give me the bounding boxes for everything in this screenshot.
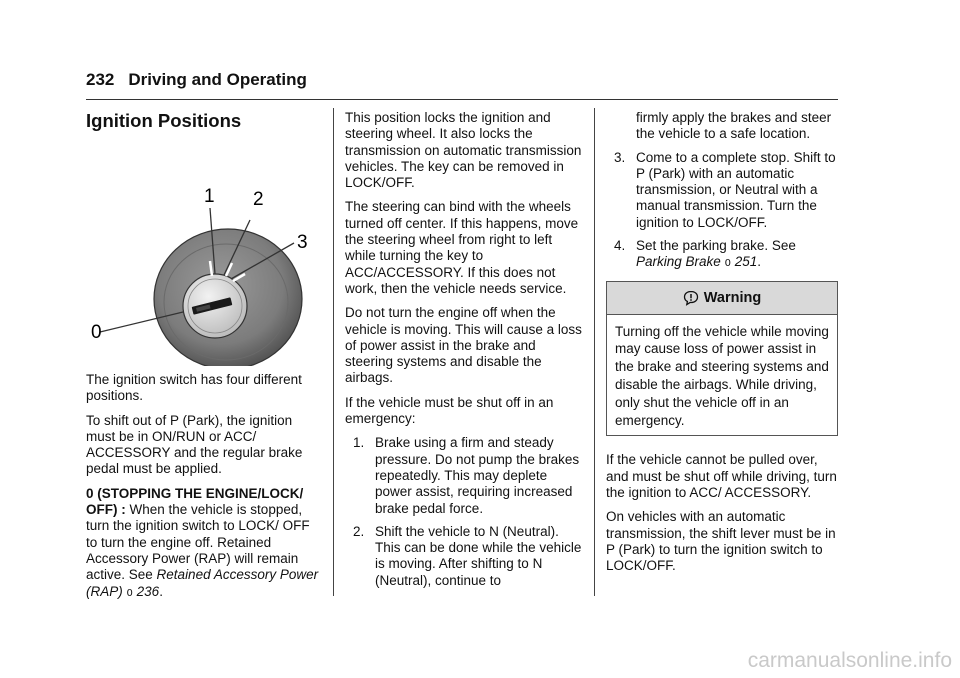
page-ref-number[interactable]: 251 [734, 254, 758, 270]
list-item: 3. Come to a complete stop. Shift to P (Park) with an automatic transmission, or Neutral with a manual transmission. Turn the ignition to LOCK/OFF. [614, 149, 836, 230]
header-rule [86, 99, 838, 100]
warning-title: Warning [703, 289, 762, 306]
list-item: 1. Brake using a firm and steady pressure. Do not pump the brakes repeatedly. This may deplete power assist, requiring increased brake pedal force. [353, 435, 580, 516]
column-divider [333, 108, 334, 596]
column-2 [345, 110, 583, 597]
page-ref-icon: 0 [724, 258, 731, 270]
column-1 [86, 110, 322, 610]
paragraph: On vehicles with an automatic transmission, the shift lever must be in P (Park) to turn the ignition switch to LOCK/OFF. [606, 509, 836, 574]
watermark: carmanualsonline.info [747, 649, 952, 672]
position-label-1: 1 [204, 186, 215, 207]
steps-list [345, 435, 583, 589]
paragraph: 0 (STOPPING THE ENGINE/LOCK/ OFF) : When the vehicle is stopped, turn the ignition switch to LOCK/ OFF to turn the engine off. Retained Accessory Power (RAP) will remain active. See Retained Accessory Power (RAP) 0 236. [86, 485, 319, 599]
warning-header [607, 282, 837, 315]
page-ref-icon: 0 [126, 587, 133, 599]
page-number: 232 [86, 70, 115, 89]
paragraph: If the vehicle must be shut off in an emergency: [345, 394, 554, 427]
column-divider [594, 108, 595, 596]
page-header [86, 70, 307, 90]
section-title: Driving and Operating [128, 70, 307, 89]
paragraph: This position locks the ignition and steering wheel. It also locks the transmission on automatic transmission vehicles. The key can be removed in LOCK/OFF. [345, 110, 582, 191]
warning-text: Turning off the vehicle while moving may cause loss of power assist in the brake and steering systems and disable the airbags. While driving, only shut the vehicle off in an emergency. [615, 323, 829, 428]
cross-reference-link[interactable]: Parking Brake [636, 254, 721, 270]
position-label-0: 0 [91, 322, 102, 343]
steps-list [606, 110, 838, 273]
column-3 [606, 110, 838, 583]
paragraph: The ignition switch has four different positions. [86, 372, 302, 404]
cross-reference-link[interactable]: Retained Accessory Power (RAP) [86, 567, 319, 599]
page-title: Ignition Positions [86, 110, 242, 131]
position-label-3: 3 [297, 232, 308, 253]
list-item: firmly apply the brakes and steer the vehicle to a safe location. [636, 110, 832, 142]
list-item: 4. Set the parking brake. See Parking Brake 0 251. [614, 238, 796, 270]
paragraph: The steering can bind with the wheels turned off center. If this happens, move the steering wheel from right to left while turning the key to ACC/ACCESSORY. If this does not work, then the vehicle needs service. [345, 199, 579, 296]
warning-icon [683, 290, 699, 306]
paragraph: If the vehicle cannot be pulled over, and must be shut off while driving, turn the ignition to ACC/ ACCESSORY. [606, 452, 837, 501]
ignition-switch-illustration [86, 144, 322, 366]
page-ref-number[interactable]: 236 [136, 583, 160, 599]
paragraph: To shift out of P (Park), the ignition must be in ON/RUN or ACC/ ACCESSORY and the regular brake pedal must be applied. [86, 412, 303, 477]
list-item: 2. Shift the vehicle to N (Neutral). This can be done while the vehicle is moving. After shifting to N (Neutral), continue to [353, 523, 582, 588]
ignition-figure [86, 144, 322, 366]
position-label-2: 2 [253, 189, 264, 210]
paragraph: Do not turn the engine off when the vehicle is moving. This will cause a loss of power assist in the brake and steering systems and disable the airbags. [345, 305, 582, 386]
term-heading: 0 (STOPPING THE ENGINE/LOCK/ OFF) : [86, 485, 304, 518]
warning-box [606, 281, 838, 437]
